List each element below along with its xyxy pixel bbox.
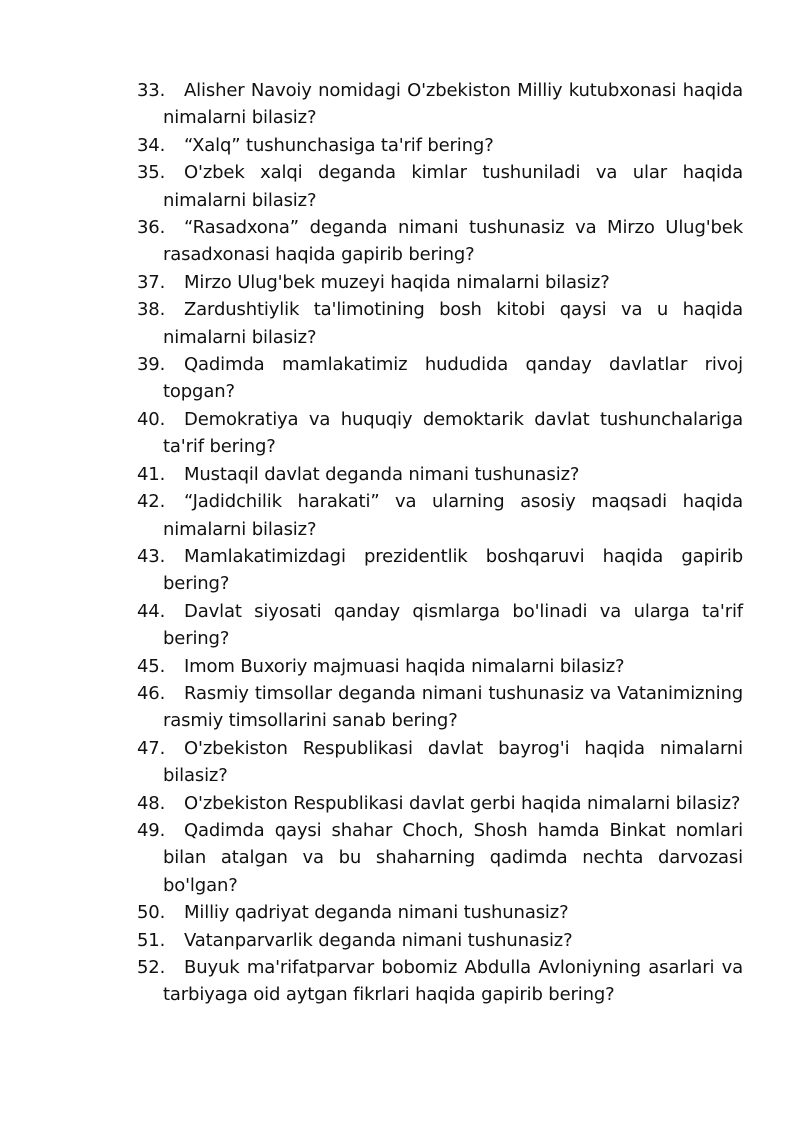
question-text: “Rasadxona” deganda nimani tushunasiz va Mirzo Ulug'bek rasadxonasi haqida gapirib bering? [163,217,743,266]
list-item [137,598,743,653]
question-text: Zardushtiylik ta'limotining bosh kitobi qaysi va u haqida nimalarni bilasiz? [163,299,743,348]
question-number: 45. [137,655,166,677]
question-number: 50. [137,902,166,924]
question-number: 47. [137,737,166,759]
question-number: 39. [137,354,166,376]
list-item [137,159,743,214]
question-text: Milliy qadriyat deganda nimani tushunasiz? [184,902,569,924]
list-item [137,927,743,954]
list-item [137,461,743,488]
list-item [137,653,743,680]
question-number: 35. [137,162,166,184]
question-number: 44. [137,600,166,622]
question-number: 52. [137,957,166,978]
question-number: 34. [137,134,166,156]
question-text: Mustaqil davlat deganda nimani tushunasiz? [184,463,580,485]
question-text: Alisher Navoiy nomidagi O'zbekiston Milliy kutubxonasi haqida nimalarni bilasiz? [163,80,743,129]
question-text: Qadimda mamlakatimiz hududida qanday davlatlar rivoj topgan? [163,354,743,403]
list-item [137,680,743,735]
list-item [137,899,743,926]
question-number: 51. [137,929,166,951]
question-number: 33. [137,80,166,101]
list-item [137,817,743,899]
question-text: Demokratiya va huquqiy demoktarik davlat tushunchalariga ta'rif bering? [163,408,743,458]
question-number: 36. [137,217,166,239]
question-text: Qadimda qaysi shahar Choch, Shosh hamda Binkat nomlari bilan atalgan va bu shaharning qadimda nechta darvozasi bo'lgan? [163,819,743,896]
question-text: O'zbekiston Respublikasi davlat gerbi haqida nimalarni bilasiz? [184,792,741,814]
question-text: Vatanparvarlik deganda nimani tushunasiz? [184,929,573,951]
list-item [137,351,743,406]
list-item [137,269,743,296]
question-number: 46. [137,682,166,704]
list-item [137,406,743,461]
question-text: Rasmiy timsollar deganda nimani tushunasiz va Vatanimizning rasmiy timsollarini sanab bering? [163,682,743,732]
question-text: Buyuk ma'rifatparvar bobomiz Abdulla Avloniyning asarlari va tarbiyaga oid aytgan fikrlari haqida gapirib bering? [163,957,743,1006]
list-item [137,543,743,598]
list-item [137,296,743,351]
list-item [137,954,743,1009]
question-text: Mirzo Ulug'bek muzeyi haqida nimalarni bilasiz? [184,271,610,293]
question-text: Mamlakatimizdagi prezidentlik boshqaruvi haqida gapirib bering? [163,545,743,595]
question-number: 49. [137,819,166,841]
list-item [137,214,743,269]
question-text: Davlat siyosati qanday qismlarga bo'linadi va ularga ta'rif bering? [163,600,743,650]
list-item [137,735,743,790]
question-text: O'zbekiston Respublikasi davlat bayrog'i haqida nimalarni bilasiz? [163,737,743,787]
list-item [137,488,743,543]
question-number: 37. [137,271,166,293]
question-text: “Jadidchilik harakati” va ularning asosiy maqsadi haqida nimalarni bilasiz? [163,491,743,540]
question-text: Imom Buxoriy majmuasi haqida nimalarni bilasiz? [184,655,625,677]
list-item [137,77,743,132]
question-number: 48. [137,792,166,814]
question-text: O'zbek xalqi deganda kimlar tushuniladi va ular haqida nimalarni bilasiz? [163,162,743,211]
question-list [137,77,743,1009]
question-number: 42. [137,491,166,513]
question-number: 38. [137,299,166,321]
question-number: 43. [137,545,166,567]
list-item [137,790,743,817]
question-number: 41. [137,463,166,485]
question-number: 40. [137,408,166,430]
list-item [137,132,743,159]
question-text: “Xalq” tushunchasiga ta'rif bering? [184,134,494,156]
